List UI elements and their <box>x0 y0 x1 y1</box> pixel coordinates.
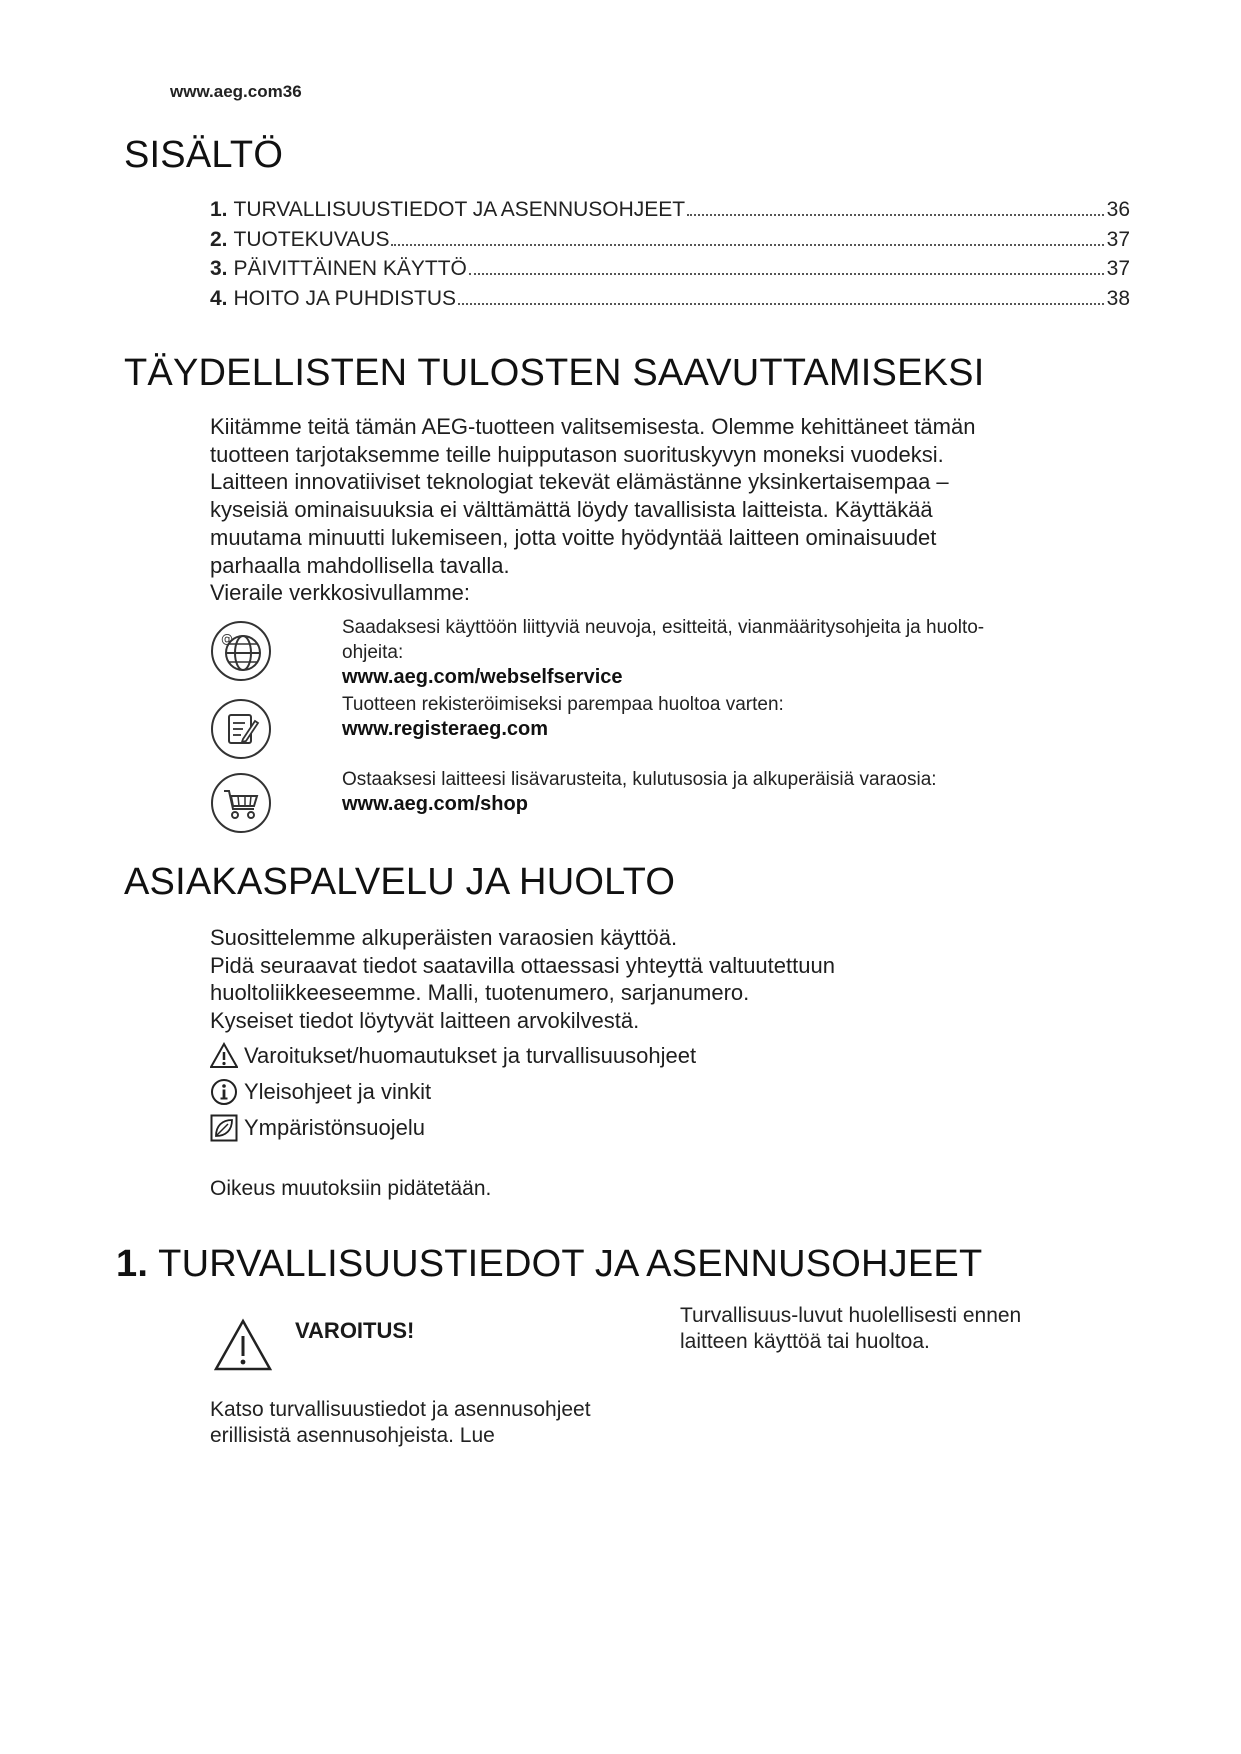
info-icon <box>210 1078 238 1106</box>
globe-icon <box>210 620 272 682</box>
customer-care-text <box>210 924 835 1035</box>
perfect-results-intro <box>210 413 975 607</box>
toc-item-label: TURVALLISUUSTIEDOT JA ASENNUSOHJEET <box>233 198 686 221</box>
customer-care-title: ASIAKASPALVELU JA HUOLTO <box>124 861 676 903</box>
service-text-line: Ostaaksesi laitteesi lisävarusteita, kulutusosia ja alkuperäisiä varaosia: <box>342 769 937 790</box>
legend-item <box>210 1110 696 1146</box>
toc-item-label: PÄIVITTÄINEN KÄYTTÖ <box>233 257 467 280</box>
legend-item <box>210 1074 696 1110</box>
intro-line: Vieraile verkkosivullamme: <box>210 580 471 606</box>
service-text-line: ohjeita: <box>342 642 404 663</box>
shop-link[interactable]: www.aeg.com/shop <box>342 793 528 815</box>
safety-line: erillisistä asennusohjeista. Lue <box>210 1423 495 1447</box>
legend-item <box>210 1038 696 1074</box>
toc-leader-dots <box>469 273 1104 275</box>
toc-item[interactable] <box>210 198 1130 228</box>
safety-section-number: 1. <box>116 1243 149 1285</box>
toc-item-page: 37 <box>1106 257 1130 280</box>
svg-text:@: @ <box>221 632 233 646</box>
shopping-cart-icon <box>210 772 272 834</box>
warning-triangle-icon <box>214 1318 272 1372</box>
care-line: Kyseiset tiedot löytyvät laitteen arvokilvestä. <box>210 1008 640 1034</box>
safety-line: Turvallisuus-luvut huolellisesti ennen <box>680 1304 1022 1327</box>
webselfservice-link[interactable]: www.aeg.com/webselfservice <box>342 666 623 688</box>
register-link[interactable]: www.registeraeg.com <box>342 718 548 740</box>
safety-section-title <box>116 1243 982 1286</box>
safety-line: Katso turvallisuustiedot ja asennusohjeet <box>210 1398 591 1421</box>
safety-right-text <box>680 1303 1021 1354</box>
intro-line: Kiitämme teitä tämän AEG-tuotteen valitsemisesta. Olemme kehittäneet tämän <box>210 414 976 439</box>
header-url-page: www.aeg.com36 <box>170 82 302 101</box>
care-line: Suosittelemme alkuperäisten varaosien käyttöä. <box>210 925 678 950</box>
toc-item[interactable] <box>210 257 1130 287</box>
symbol-legend <box>210 1038 696 1146</box>
service-text-line: Tuotteen rekisteröimiseksi parempaa huoltoa varten: <box>342 694 784 715</box>
register-icon <box>210 698 272 760</box>
intro-line: parhaalla mahdollisella tavalla. <box>210 552 510 578</box>
toc-item-number: 2. <box>210 227 228 251</box>
table-of-contents <box>210 198 1130 316</box>
service-shop <box>342 767 937 817</box>
safety-section-label: TURVALLISUUSTIEDOT JA ASENNUSOHJEET <box>158 1243 983 1285</box>
legend-label: Yleisohjeet ja vinkit <box>244 1079 432 1104</box>
footnote: Oikeus muutoksiin pidätetään. <box>210 1177 492 1200</box>
intro-line: tuotteen tarjotaksemme teille huipputason suorituskyvyn moneksi vuodeksi. <box>210 441 944 467</box>
toc-item-number: 3. <box>210 257 228 280</box>
toc-item-label: TUOTEKUVAUS <box>233 227 390 251</box>
legend-label: Varoitukset/huomautukset ja turvallisuusohjeet <box>244 1043 697 1068</box>
service-text-line: Saadaksesi käyttöön liittyviä neuvoja, esitteitä, vianmääritysohjeita ja huolto- <box>342 617 985 638</box>
contents-title: SISÄLTÖ <box>124 134 284 176</box>
toc-item-page: 38 <box>1106 286 1130 310</box>
service-register <box>342 692 784 742</box>
toc-leader-dots <box>458 303 1104 305</box>
leaf-icon <box>210 1114 238 1142</box>
toc-item[interactable] <box>210 287 1130 317</box>
perfect-results-title: TÄYDELLISTEN TULOSTEN SAAVUTTAMISEKSI <box>124 352 985 394</box>
intro-line: kyseisiä ominaisuuksia ei välttämättä löydy tavallisista laitteista. Käyttäkää <box>210 497 933 523</box>
intro-line: muutama minuutti lukemiseen, jotta voitte hyödyntää laitteen ominaisuudet <box>210 524 937 550</box>
care-line: Pidä seuraavat tiedot saatavilla ottaessasi yhteyttä valtuutettuun <box>210 952 835 978</box>
legend-label: Ympäristönsuojelu <box>244 1115 425 1140</box>
toc-item-label: HOITO JA PUHDISTUS <box>233 286 456 310</box>
intro-line: Laitteen innovatiiviset teknologiat tekevät elämästänne yksinkertaisempaa – <box>210 469 949 495</box>
safety-left-text <box>210 1397 591 1448</box>
warning-label: VAROITUS! <box>295 1318 415 1343</box>
toc-leader-dots <box>391 244 1103 246</box>
toc-item-number: 4. <box>210 286 228 310</box>
toc-item-page: 37 <box>1106 227 1130 251</box>
toc-item-page: 36 <box>1106 198 1130 221</box>
safety-line: laitteen käyttöä tai huoltoa. <box>680 1329 930 1353</box>
warning-triangle-icon <box>210 1042 238 1070</box>
care-line: huoltoliikkeeseemme. Malli, tuotenumero, sarjanumero. <box>210 980 750 1006</box>
toc-leader-dots <box>687 214 1104 216</box>
toc-item-number: 1. <box>210 198 228 221</box>
toc-item[interactable] <box>210 228 1130 258</box>
service-webselfservice <box>342 615 984 690</box>
